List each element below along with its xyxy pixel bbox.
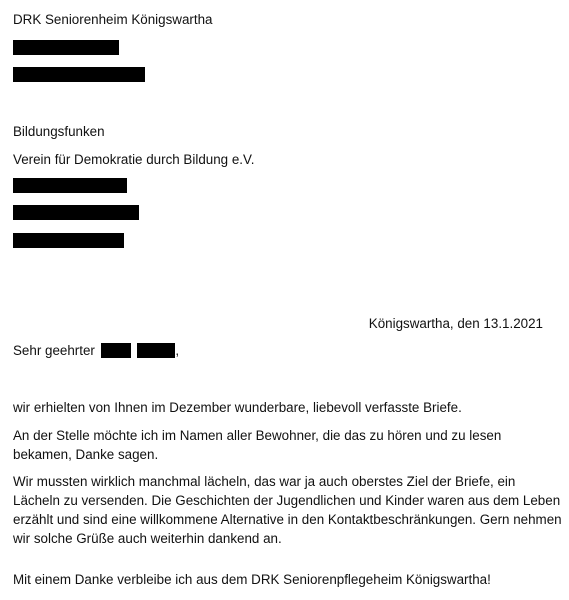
redacted-sender-line-2 — [13, 67, 145, 82]
redacted-salutation-name — [137, 343, 175, 358]
redacted-sender-line-1 — [13, 40, 119, 55]
paragraph-3: Wir mussten wirklich manchmal lächeln, das war ja auch oberstes Ziel der Briefe, ein Lächeln zu versenden. Die Geschichten der Jugendlichen und Kinder waren aus dem Leben erzählt und sind eine willkommene Alternative in den Kontaktbeschränkungen. Gern nehmen wir solche Grüße auch weiterhin dankend an. — [13, 474, 562, 546]
salutation-suffix: , — [175, 343, 180, 358]
place-date: Königswartha, den 13.1.2021 — [368, 316, 543, 331]
redacted-recipient-line-2 — [13, 205, 139, 220]
redacted-salutation-title — [101, 343, 131, 358]
redacted-recipient-line-3 — [13, 233, 124, 248]
recipient-line-2: Verein für Demokratie durch Bildung e.V. — [13, 152, 255, 167]
redacted-recipient-line-1 — [13, 178, 127, 193]
salutation-prefix: Sehr geehrter — [13, 343, 95, 358]
recipient-line-1: Bildungsfunken — [13, 124, 105, 139]
paragraph-1: wir erhielten von Ihnen im Dezember wunderbare, liebevoll verfasste Briefe. — [13, 400, 462, 415]
paragraph-4: Mit einem Danke verbleibe ich aus dem DRK Seniorenpflegeheim Königswartha! — [13, 572, 491, 587]
salutation — [13, 343, 179, 359]
paragraph-2: An der Stelle möchte ich im Namen aller Bewohner, die das zu hören und zu lesen bekamen, Danke sagen. — [13, 428, 502, 462]
sender-name: DRK Seniorenheim Königswartha — [13, 12, 213, 27]
